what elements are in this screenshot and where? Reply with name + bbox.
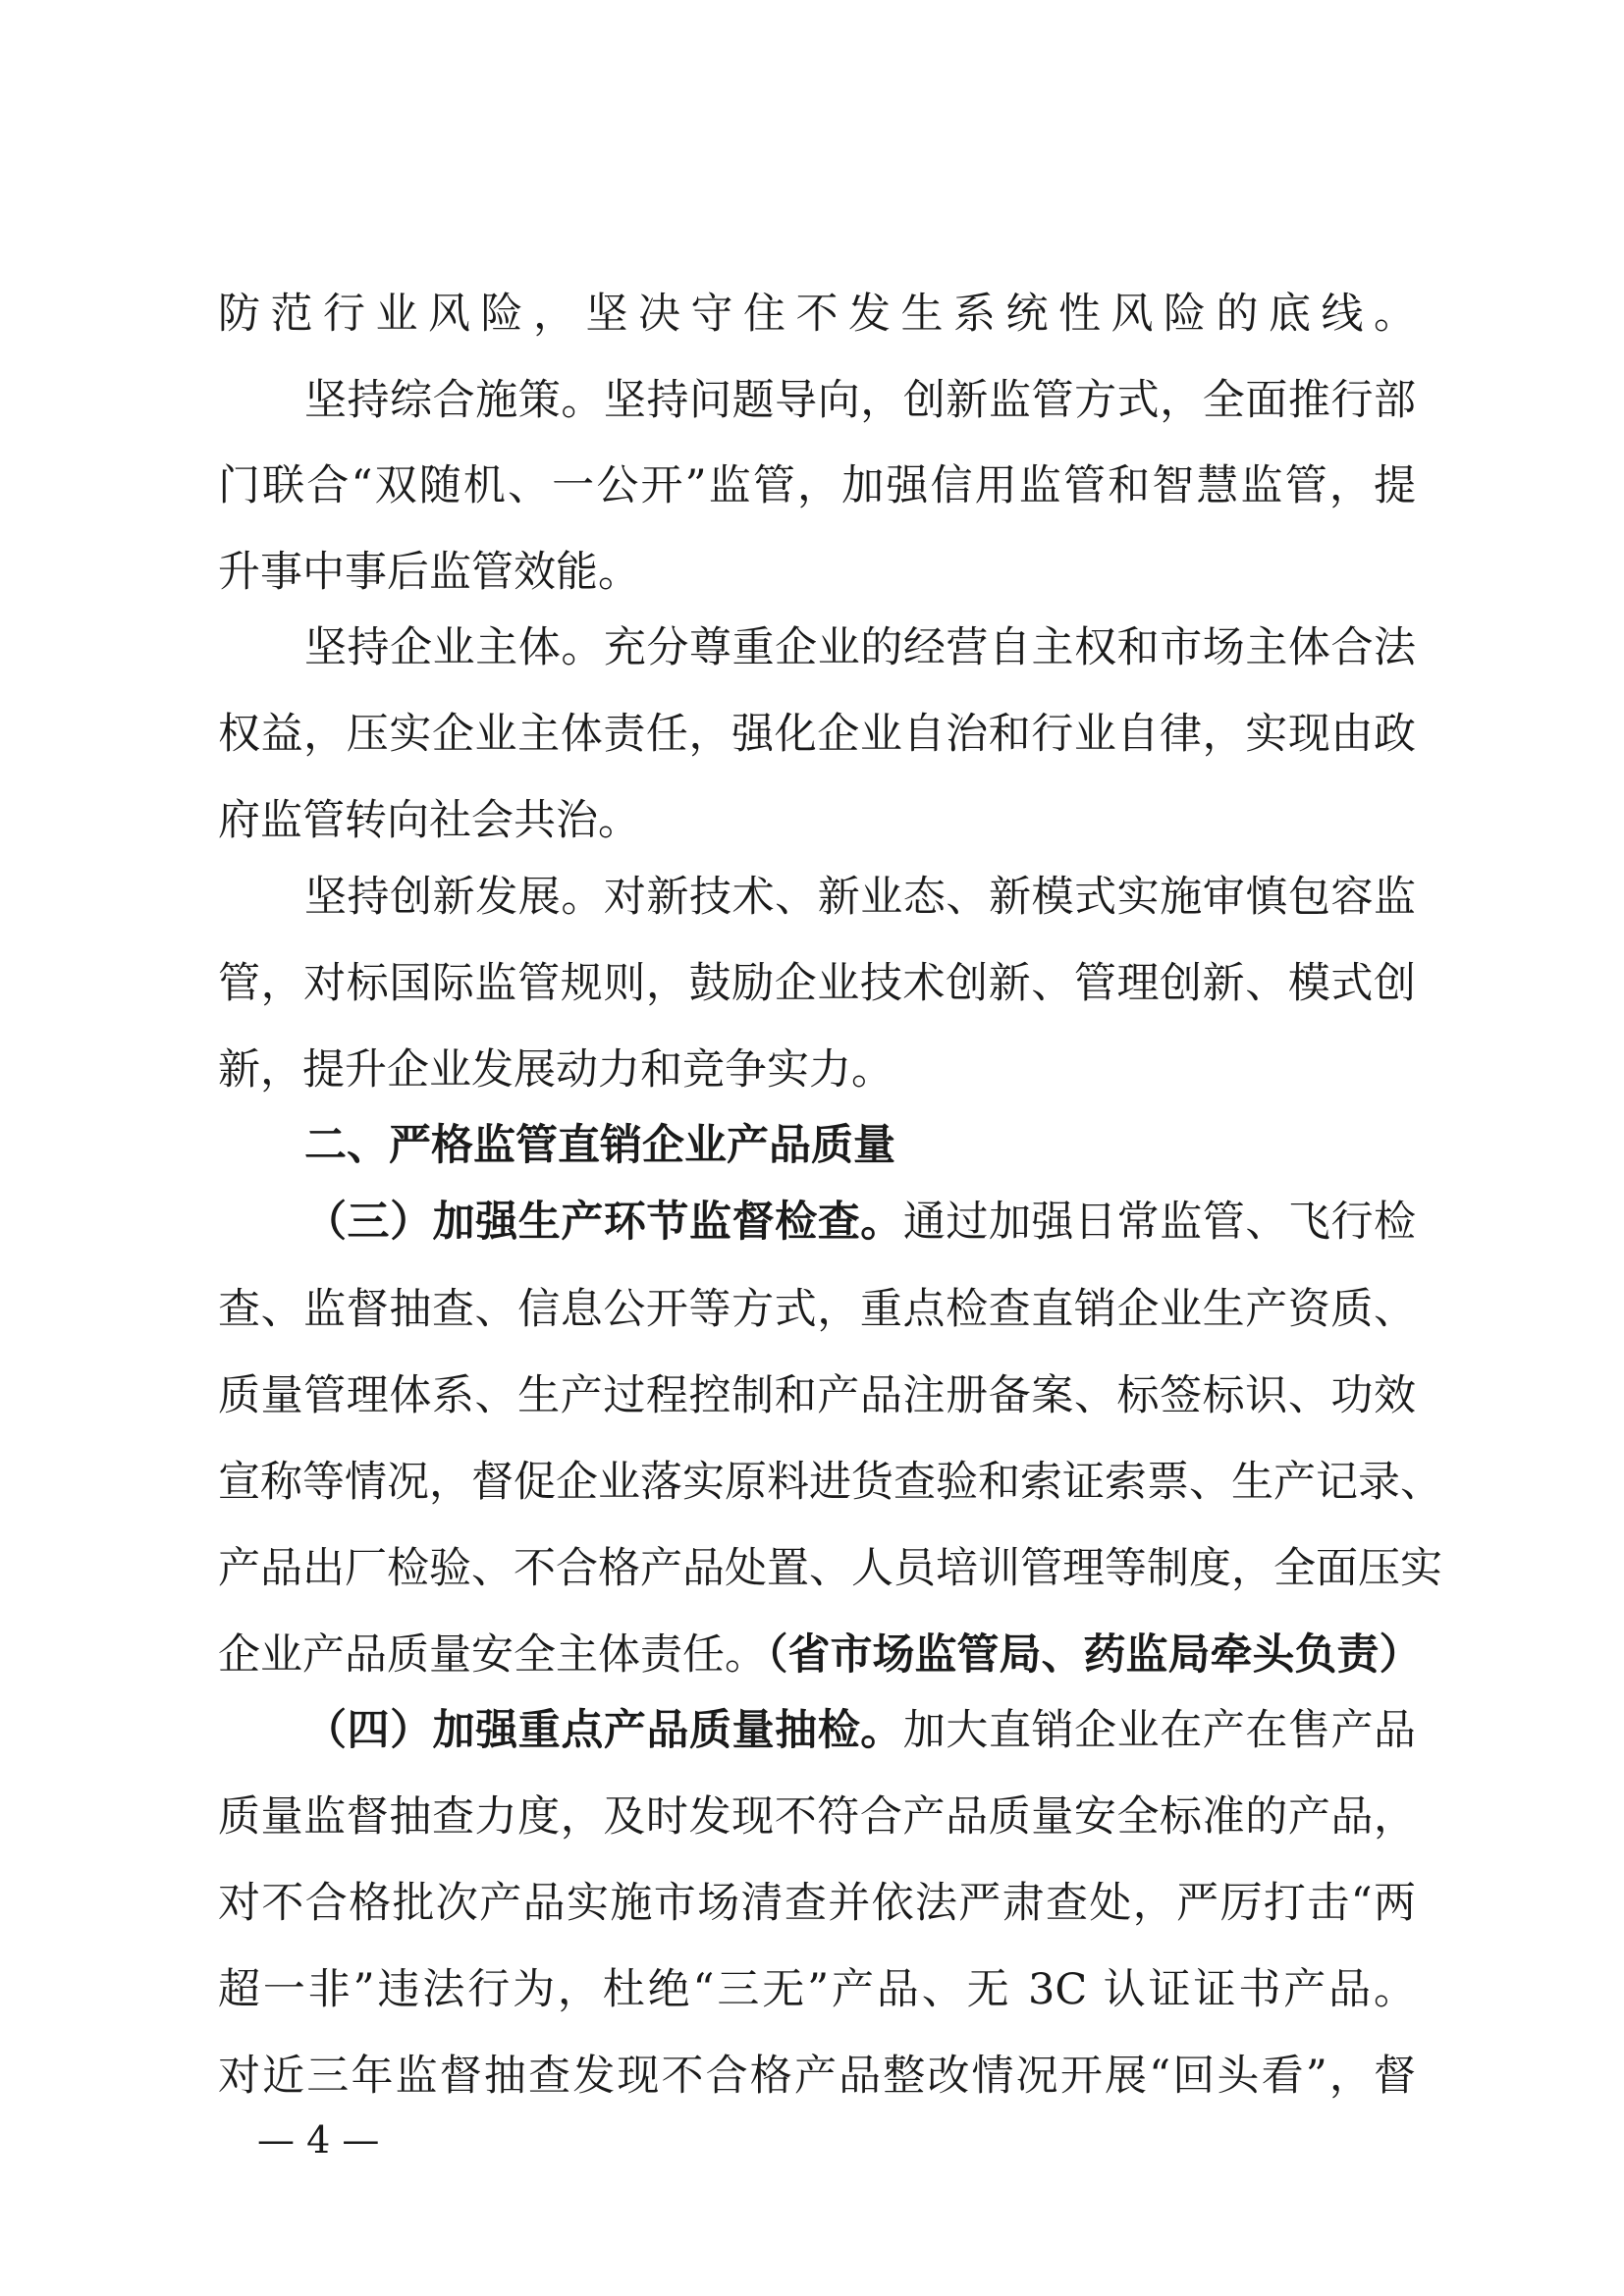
text: 超一非”违法行为，杜绝“三无”产品、无 3C 认证证书产品。: [218, 1965, 1416, 2014]
text: 质量监督抽查力度，及时发现不符合产品质量安全标准的产品，: [218, 1792, 1416, 1842]
paragraph-line: [218, 705, 1416, 764]
paragraph-line: [304, 371, 1416, 430]
text: 府监管转向社会共治。: [218, 796, 640, 845]
paragraph-line: [304, 618, 1416, 677]
text: 新，提升企业发展动力和竞争实力。: [218, 1045, 893, 1095]
paragraph-line: [304, 868, 1416, 927]
text: 产品出厂检验、不合格产品处置、人员培训管理等制度，全面压实: [218, 1544, 1442, 1593]
paragraph-line: [218, 285, 1416, 344]
text: 防范行业风险，坚决守住不发生系统性风险的底线。: [218, 290, 1416, 339]
paragraph-line: [304, 1701, 1416, 1760]
subsection-lead: （四）加强重点产品质量抽检。: [304, 1706, 903, 1755]
paragraph-line: [304, 1193, 1416, 1252]
paragraph-line: [218, 954, 1416, 1013]
paragraph-line: [218, 1626, 1422, 1684]
text: 对近三年监督抽查发现不合格产品整改情况开展“回头看”，督: [218, 2052, 1416, 2101]
paragraph-line: [218, 1280, 1416, 1339]
paragraph-line: [218, 456, 1416, 515]
text: 质量管理体系、生产过程控制和产品注册备案、标签标识、功效: [218, 1371, 1416, 1420]
text: 升事中事后监管效能。: [218, 548, 640, 597]
text: 权益，压实企业主体责任，强化企业自治和行业自律，实现由政: [218, 710, 1416, 759]
text: 宣称等情况，督促企业落实原料进货查验和索证索票、生产记录、: [218, 1458, 1442, 1507]
text: 坚持创新发展。对新技术、新业态、新模式实施审慎包容监: [304, 873, 1416, 922]
paragraph-line: [218, 543, 1416, 602]
paragraph-line: [218, 1041, 1416, 1099]
paragraph-line: [218, 1453, 1442, 1512]
paragraph-line: [218, 2047, 1416, 2106]
responsibility-note: （省市场监管局、药监局牵头负责）: [767, 1630, 1422, 1680]
paragraph-line: [218, 1366, 1416, 1425]
section-heading: [304, 1116, 1416, 1175]
heading-text: 二、严格监管直销企业产品质量: [304, 1121, 895, 1170]
text: 通过加强日常监管、飞行检: [902, 1198, 1417, 1247]
text: 加大直销企业在产在售产品: [902, 1706, 1417, 1755]
text: 查、监督抽查、信息公开等方式，重点检查直销企业生产资质、: [218, 1285, 1416, 1334]
text: 对不合格批次产品实施市场清查并依法严肃查处，严厉打击“两: [218, 1879, 1416, 1928]
subsection-lead: （三）加强生产环节监督检查。: [304, 1198, 903, 1247]
page-number: — 4 —: [257, 2118, 380, 2162]
text: 管，对标国际监管规则，鼓励企业技术创新、管理创新、模式创: [218, 959, 1416, 1008]
text: 坚持企业主体。充分尊重企业的经营自主权和市场主体合法: [304, 623, 1416, 672]
paragraph-line: [218, 1788, 1416, 1846]
paragraph-line: [218, 1539, 1442, 1598]
paragraph-line: [218, 791, 1416, 850]
paragraph-line: [218, 1874, 1416, 1933]
text: 门联合“双随机、一公开”监管，加强信用监管和智慧监管，提: [218, 461, 1416, 510]
text: 坚持综合施策。坚持问题导向，创新监管方式，全面推行部: [304, 376, 1416, 425]
text: 企业产品质量安全主体责任。: [218, 1630, 767, 1680]
paragraph-line: [218, 1960, 1416, 2019]
